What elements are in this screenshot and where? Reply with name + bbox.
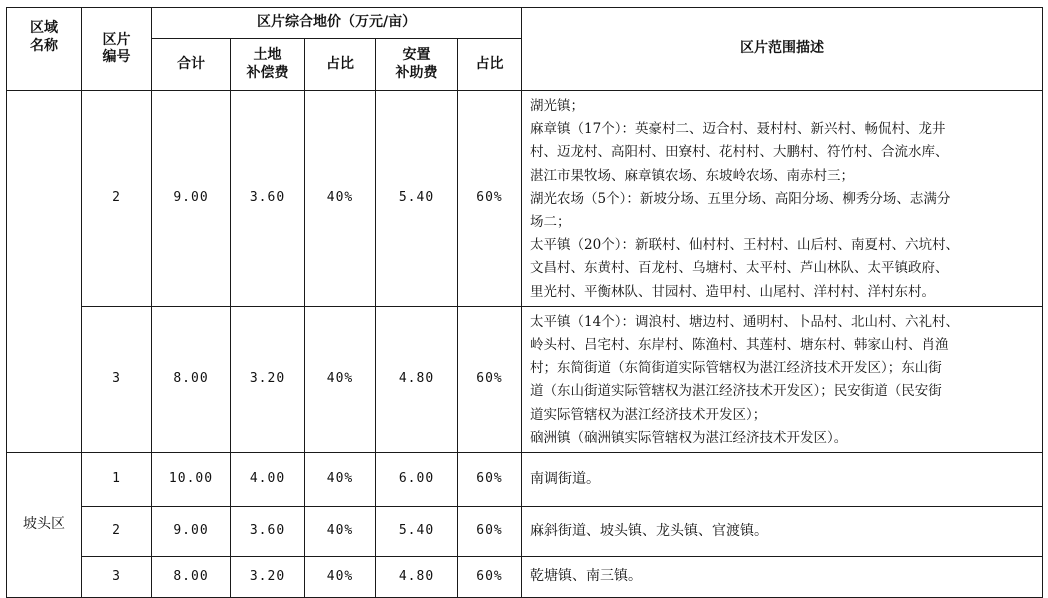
- land-compensation-value: 3.60: [231, 507, 305, 557]
- region-name: 坡头区: [7, 453, 82, 598]
- resettlement-value: 4.80: [376, 306, 458, 452]
- header-row-1: [7, 8, 1043, 39]
- ratio-1-value: 40%: [305, 557, 376, 598]
- table-row: [7, 91, 1043, 307]
- region-cell-blank: [7, 91, 82, 453]
- zone-number: 2: [82, 91, 152, 307]
- table-row: [7, 306, 1043, 452]
- table-row: [7, 507, 1043, 557]
- resettlement-value: 5.40: [376, 507, 458, 557]
- resettlement-value: 4.80: [376, 557, 458, 598]
- ratio-2-value: 60%: [458, 507, 522, 557]
- header-ratio-2: 占比: [458, 39, 522, 91]
- header-region-name: 区域 名称: [7, 8, 82, 91]
- ratio-1-value: 40%: [305, 306, 376, 452]
- zone-description: 太平镇（14个）：调浪村、塘边村、通明村、卜品村、北山村、六礼村、 岭头村、吕宅村、东岸村、陈渔村、其莲村、塘东村、韩家山村、肖渔 村；东简街道（东简街道实际管辖权为湛江经济技术开发区）；东山街 道（东山街道实际管辖权为湛江经济技术开发区）；民安街道（民安街 道实际管辖权为湛江经济技术开发区）； 硇洲镇（硇洲镇实际管辖权为湛江经济技术开发区）。: [522, 306, 1043, 452]
- zone-description: 乾塘镇、南三镇。: [522, 557, 1043, 598]
- header-zone-no: 区片 编号: [82, 8, 152, 91]
- total-value: 8.00: [152, 306, 231, 452]
- zone-number: 1: [82, 453, 152, 507]
- ratio-1-value: 40%: [305, 453, 376, 507]
- zone-description: 南调街道。: [522, 453, 1043, 507]
- land-compensation-value: 4.00: [231, 453, 305, 507]
- zone-description: 麻斜街道、坡头镇、龙头镇、官渡镇。: [522, 507, 1043, 557]
- resettlement-value: 6.00: [376, 453, 458, 507]
- header-composite-price: 区片综合地价（万元/亩）: [152, 8, 522, 39]
- document-page: [6, 7, 1042, 585]
- total-value: 8.00: [152, 557, 231, 598]
- header-land-compensation: 土地 补偿费: [231, 39, 305, 91]
- table-row: [7, 557, 1043, 598]
- header-total: 合计: [152, 39, 231, 91]
- land-compensation-value: 3.20: [231, 557, 305, 598]
- table-row: [7, 453, 1043, 507]
- total-value: 9.00: [152, 507, 231, 557]
- ratio-2-value: 60%: [458, 91, 522, 307]
- ratio-1-value: 40%: [305, 91, 376, 307]
- ratio-2-value: 60%: [458, 453, 522, 507]
- ratio-2-value: 60%: [458, 306, 522, 452]
- zone-number: 2: [82, 507, 152, 557]
- header-ratio-1: 占比: [305, 39, 376, 91]
- header-resettlement: 安置 补助费: [376, 39, 458, 91]
- land-price-table: [6, 7, 1043, 598]
- ratio-2-value: 60%: [458, 557, 522, 598]
- ratio-1-value: 40%: [305, 507, 376, 557]
- land-compensation-value: 3.20: [231, 306, 305, 452]
- header-description: 区片范围描述: [522, 8, 1043, 91]
- total-value: 9.00: [152, 91, 231, 307]
- land-compensation-value: 3.60: [231, 91, 305, 307]
- zone-number: 3: [82, 306, 152, 452]
- zone-number: 3: [82, 557, 152, 598]
- total-value: 10.00: [152, 453, 231, 507]
- resettlement-value: 5.40: [376, 91, 458, 307]
- zone-description: 湖光镇； 麻章镇（17个）：英豪村二、迈合村、聂村村、新兴村、畅侃村、龙井 村、迈龙村、高阳村、田寮村、花村村、大鹏村、符竹村、合流水库、 湛江市果牧场、麻章镇农场、东坡岭农场、南赤村三； 湖光农场（5个）：新坡分场、五里分场、高阳分场、柳秀分场、志满分 场二； 太平镇（20个）：新联村、仙村村、王村村、山后村、南夏村、六坑村、 文昌村、东黄村、百龙村、乌塘村、太平村、芦山林队、太平镇政府、 里光村、平衡林队、甘园村、造甲村、山尾村、洋村村、洋村东村。: [522, 91, 1043, 307]
